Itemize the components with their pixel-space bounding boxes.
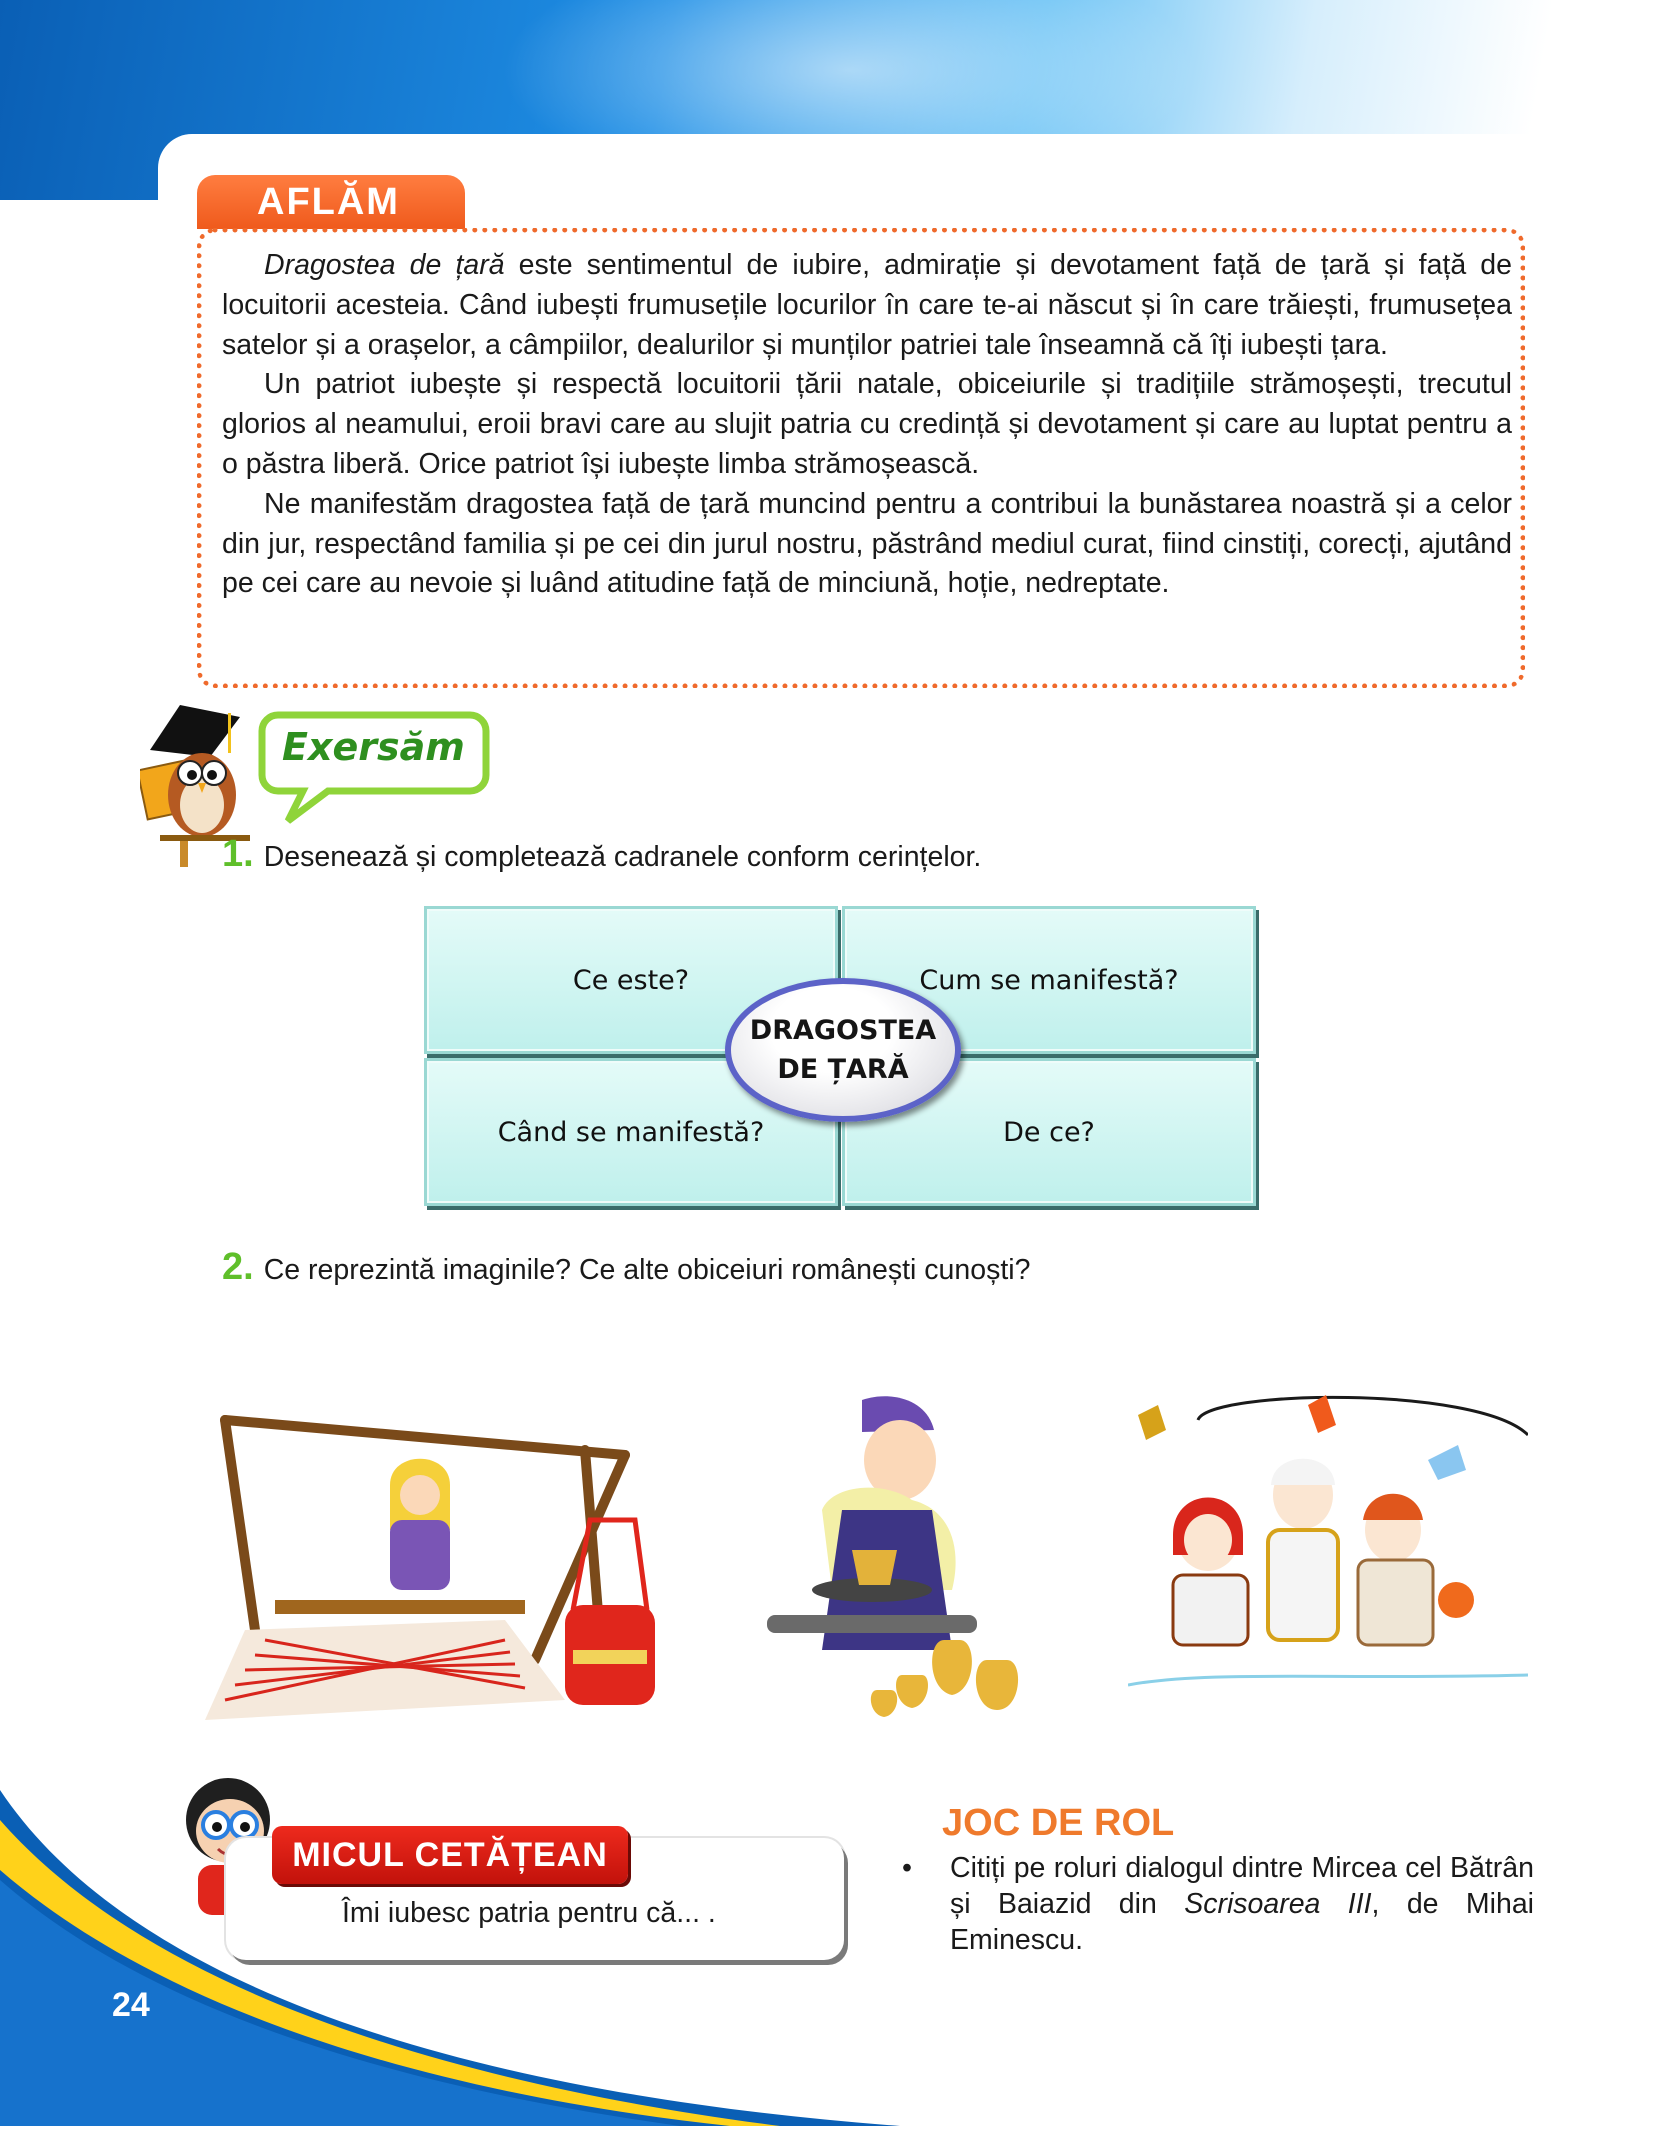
- page-number: 24: [112, 1986, 150, 2024]
- center-oval: [725, 978, 961, 1122]
- joc-de-rol-title: JOC DE ROL: [942, 1802, 1175, 1844]
- center-line-1: DRAGOSTEA: [749, 1015, 937, 1046]
- micul-cetatean-text: Îmi iubesc patria pentru că... .: [342, 1897, 716, 1929]
- weaving-loom-illustration: [205, 1400, 685, 1730]
- aflam-term: Dragostea de țară: [264, 249, 505, 281]
- question-2-number: 2.: [222, 1246, 254, 1288]
- joc-de-rol-item: [950, 1850, 1534, 1958]
- question-1-number: 1.: [222, 833, 254, 875]
- joc-text-title: Scrisoarea III: [1184, 1888, 1372, 1920]
- question-1: [222, 832, 981, 879]
- aflam-text: [222, 246, 1512, 604]
- aflam-paragraph-1: [222, 246, 1512, 365]
- joc-text-b: , de Mihai Eminescu.: [950, 1888, 1535, 1956]
- center-line-2: DE ȚARĂ: [777, 1054, 909, 1085]
- micul-cetatean-title: MICUL CETĂȚEAN: [272, 1826, 628, 1884]
- question-2: [222, 1245, 1030, 1292]
- quadrant-bottom-right-label: De ce?: [1003, 1116, 1095, 1148]
- aflam-paragraph-2: Un patriot iubește și respectă locuitorii țării natale, obiceiurile și tradițiile strămoșești, trecutul glorios al neamului, eroii bravi care au slujit patria cu credință și devotament și care au luptat pentru a o păstra liberă. Orice patriot își iubește limba strămoșească.: [222, 368, 1512, 480]
- aflam-title: AFLĂM: [197, 175, 465, 229]
- exersam-title: Exersăm: [282, 725, 465, 769]
- potter-illustration: [712, 1390, 1052, 1730]
- carolers-illustration: [1128, 1385, 1528, 1705]
- quadrant-bottom-left-label: Când se manifestă?: [497, 1116, 765, 1148]
- question-1-text: Desenează și completează cadranele conform cerințelor.: [263, 841, 982, 873]
- aflam-p1-rest: este sentimentul de iubire, admirație și devotament față de țară și față de locuitorii acesteia. Când iubești frumusețile locurilor în care te-ai născut și în care trăiești, frumusețea satelor și a orașelor, a câmpiilor, dealurilor și munților patriei tale înseamnă că îți iubești țara.: [222, 249, 1513, 361]
- aflam-paragraph-3: Ne manifestăm dragostea față de țară muncind pentru a contribui la bunăstarea noastră și a celor din jur, respectând familia și pe cei din jurul nostru, păstrând mediul curat, fiind cinstiți, corecți, ajutând pe cei care au nevoie și luând atitudine față de minciună, hoție, nedreptate.: [222, 487, 1512, 600]
- joc-de-rol-list: [902, 1850, 1534, 1958]
- joc-text-a: Citiți pe roluri dialogul dintre Mircea cel Bătrân și Baiazid din: [950, 1852, 1534, 1920]
- quadrant-top-right-label: Cum se manifestă?: [919, 964, 1179, 996]
- question-2-text: Ce reprezintă imaginile? Ce alte obiceiuri românești cunoști?: [263, 1254, 1031, 1286]
- joc-bullet: •: [902, 1852, 912, 1884]
- quadrant-top-left-label: Ce este?: [572, 964, 690, 996]
